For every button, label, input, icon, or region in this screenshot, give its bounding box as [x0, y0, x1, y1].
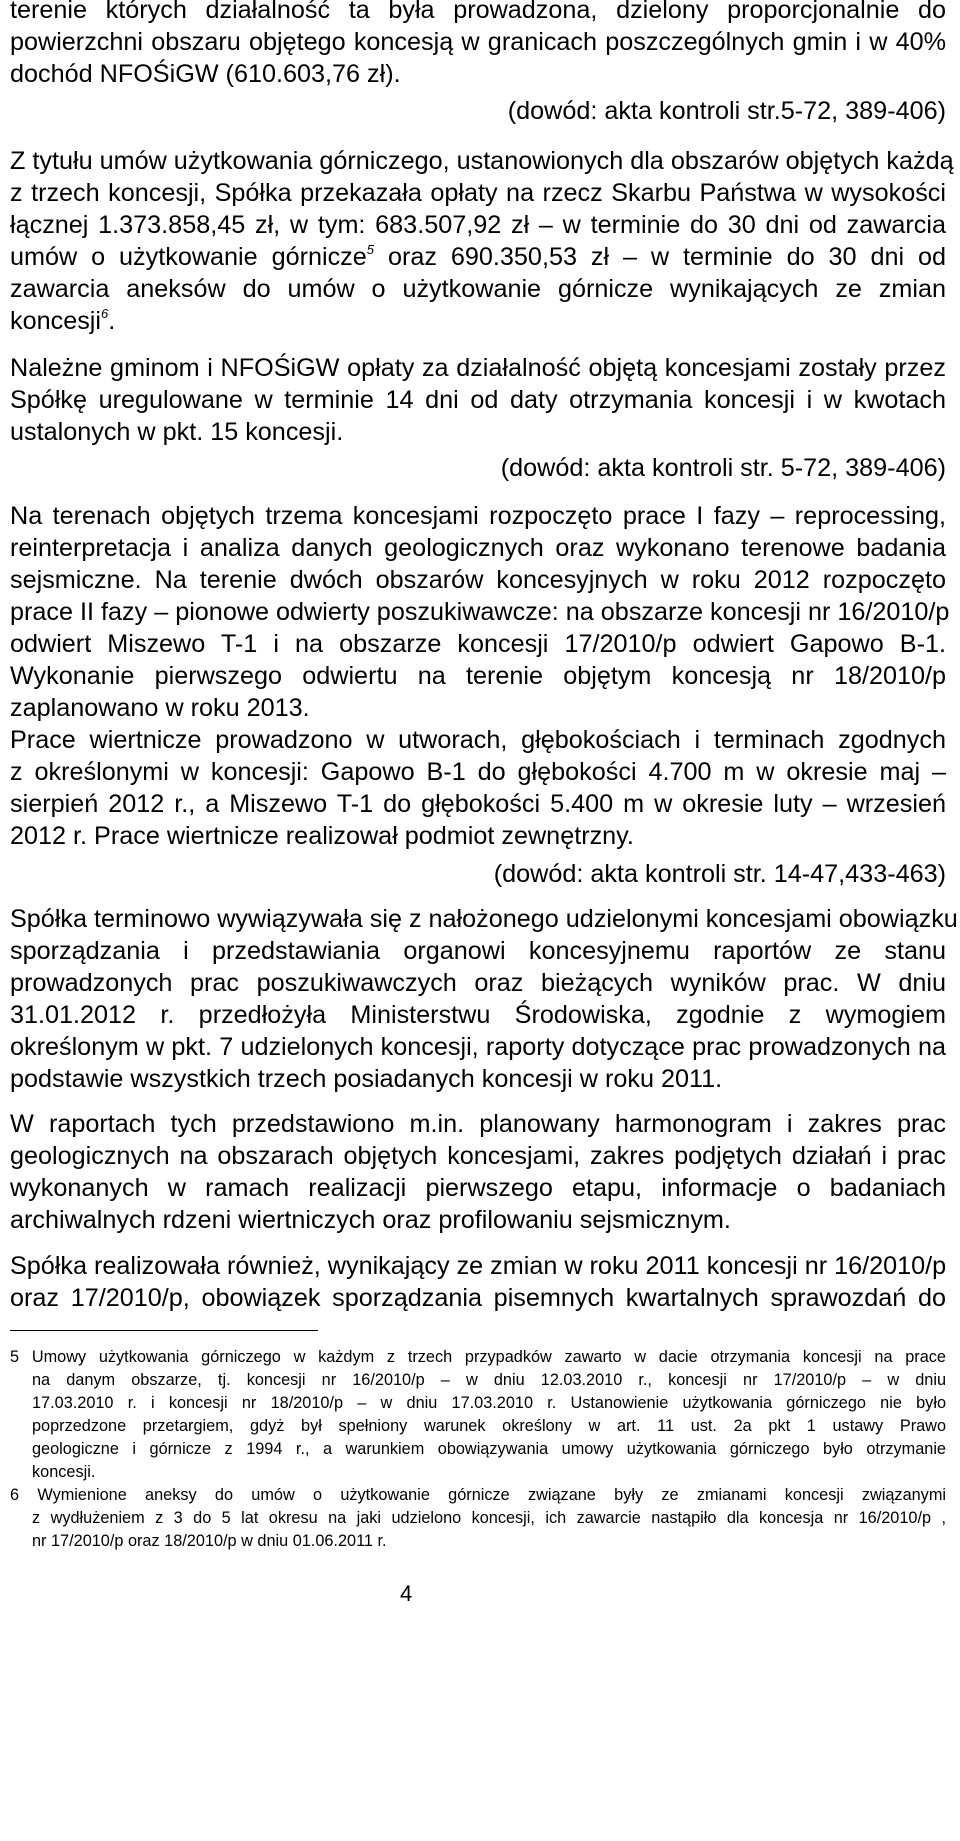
page-number: 4 — [400, 1581, 413, 1606]
paragraph-line: wykonanych w ramach realizacji pierwszego etapu, informacje o badaniach — [10, 1174, 946, 1202]
footnote-number: 6 — [10, 1486, 20, 1504]
paragraph-line: sejsmiczne. Na terenie dwóch obszarów koncesyjnych w roku 2012 rozpoczęto — [10, 566, 946, 594]
line-text: . — [108, 307, 116, 335]
paragraph-line: odwiert Miszewo T-1 i na obszarze koncesji 17/2010/p odwiert Gapowo B-1. — [10, 630, 946, 658]
paragraph-line: 2012 r. Prace wiertnicze realizował podmiot zewnętrzny. — [10, 822, 634, 850]
paragraph-line: Spółkę uregulowane w terminie 14 dni od daty otrzymania koncesji i w kwotach — [10, 386, 946, 414]
paragraph-line: reinterpretacja i analiza danych geologicznych oraz wykonano terenowe badania — [10, 534, 946, 562]
paragraph-line: Z tytułu umów użytkowania górniczego, ustanowionych dla obszarów objętych każdą — [10, 147, 954, 175]
line-text: oraz 690.350,53 zł – w terminie do 30 dni od — [387, 243, 947, 271]
paragraph-line: ustalonych w pkt. 15 koncesji. — [10, 418, 344, 446]
footnote-text: Umowy użytkowania górniczego w każdym z trzech przypadków zawarto w dacie otrzymania koncesji na prace — [31, 1348, 946, 1366]
paragraph-line: archiwalnych rdzeni wiertniczych oraz profilowaniu sejsmicznym. — [10, 1206, 731, 1234]
paragraph-line: Spółka terminowo wywiązywała się z nałożonego udzielonymi koncesjami obowiązku — [10, 905, 958, 933]
evidence-reference: (dowód: akta kontroli str. 5-72, 389-406) — [500, 454, 946, 482]
footnote-line: nr 17/2010/p oraz 18/2010/p w dniu 01.06.2011 r. — [32, 1532, 387, 1550]
paragraph-line: geologicznych na obszarach objętych koncesjami, zakres podjętych działań i prac — [10, 1142, 946, 1170]
paragraph-line: zawarcia aneksów do umów o użytkowanie górnicze wynikających ze zmian — [10, 275, 946, 303]
paragraph-line: łącznej 1.373.858,45 zł, w tym: 683.507,92 zł – w terminie do 30 dni od zawarcia — [10, 211, 946, 239]
paragraph-line: Wykonanie pierwszego odwiertu na terenie objętym koncesją nr 18/2010/p — [10, 662, 946, 690]
paragraph-line: terenie których działalność ta była prowadzona, dzielony proporcjonalnie do — [10, 0, 946, 24]
paragraph-line: Prace wiertnicze prowadzono w utworach, głębokościach i terminach zgodnych — [10, 726, 946, 754]
paragraph-line: W raportach tych przedstawiono m.in. planowany harmonogram i zakres prac — [10, 1110, 946, 1138]
evidence-reference: (dowód: akta kontroli str.5-72, 389-406) — [507, 97, 946, 125]
paragraph-line: oraz 17/2010/p, obowiązek sporządzania pisemnych kwartalnych sprawozdań do — [10, 1284, 946, 1312]
paragraph-line: powierzchni obszaru objętego koncesją w granicach poszczególnych gmin i w 40% — [10, 28, 946, 56]
paragraph-line: prowadzonych prac poszukiwawczych oraz bieżących wyników prac. W dniu — [10, 969, 946, 997]
footnote-line: koncesji. — [32, 1463, 96, 1481]
line-text: koncesji — [10, 307, 101, 335]
footnote-number: 5 — [10, 1348, 20, 1366]
paragraph-line — [10, 305, 115, 337]
footnote-line — [10, 1485, 946, 1506]
paragraph-line: Należne gminom i NFOŚiGW opłaty za działalność objętą koncesjami zostały przez — [10, 354, 946, 382]
footnote-line — [10, 1347, 946, 1368]
paragraph-line: z trzech koncesji, Spółka przekazała opłaty na rzecz Skarbu Państwa w wysokości — [10, 179, 946, 207]
footnote-line: na danym obszarze, tj. koncesji nr 16/2010/p – w dniu 12.03.2010 r., koncesji nr 17/2010/p – w dniu — [32, 1371, 946, 1389]
footnote-ref: 5 — [366, 242, 375, 257]
footnote-line: 17.03.2010 r. i koncesji nr 18/2010/p – w dniu 17.03.2010 r. Ustanowienie użytkowania górniczego nie było — [32, 1394, 946, 1412]
paragraph-line: sierpień 2012 r., a Miszewo T-1 do głębokości 5.400 m w okresie luty – wrzesień — [10, 790, 946, 818]
paragraph-line: Na terenach objętych trzema koncesjami rozpoczęto prace I fazy – reprocessing, — [10, 502, 946, 530]
footnote-line: poprzedzone przetargiem, gdyż był spełniony warunek określony w art. 11 ust. 2a pkt 1 ustawy Prawo — [32, 1417, 946, 1435]
paragraph-line: z określonymi w koncesji: Gapowo B-1 do głębokości 4.700 m w okresie maj – — [10, 758, 946, 786]
footnote-line: z wydłużeniem z 3 do 5 lat okresu na jaki udzielono koncesji, ich zawarcie nastąpiło dla koncesja nr 16/2010/p , — [32, 1509, 946, 1527]
footnote-separator — [10, 1330, 318, 1331]
paragraph-line: zaplanowano w roku 2013. — [10, 694, 310, 722]
footnote-text: Wymienione aneksy do umów o użytkowanie górnicze związane były ze zmianami koncesji związanymi — [37, 1486, 946, 1504]
paragraph-line — [10, 241, 946, 273]
line-text: umów o użytkowanie górnicze — [10, 243, 367, 271]
evidence-reference: (dowód: akta kontroli str. 14-47,433-463) — [493, 860, 946, 888]
paragraph-line: dochód NFOŚiGW (610.603,76 zł). — [10, 60, 401, 88]
paragraph-line: sporządzania i przedstawiania organowi koncesyjnemu raportów ze stanu — [10, 937, 946, 965]
paragraph-line: Spółka realizowała również, wynikający ze zmian w roku 2011 koncesji nr 16/2010/p — [10, 1252, 947, 1280]
paragraph-line: podstawie wszystkich trzech posiadanych koncesji w roku 2011. — [10, 1065, 723, 1093]
footnote-ref: 6 — [101, 306, 109, 321]
paragraph-line: 31.01.2012 r. przedłożyła Ministerstwu Środowiska, zgodnie z wymogiem — [10, 1001, 946, 1029]
paragraph-line: określonym w pkt. 7 udzielonych koncesji, raporty dotyczące prac prowadzonych na — [10, 1033, 946, 1061]
paragraph-line: prace II fazy – pionowe odwierty poszukiwawcze: na obszarze koncesji nr 16/2010/p — [10, 598, 950, 626]
footnote-line: geologiczne i górnicze z 1994 r., a warunkiem obowiązywania umowy użytkowania górniczego było otrzymanie — [32, 1440, 946, 1458]
